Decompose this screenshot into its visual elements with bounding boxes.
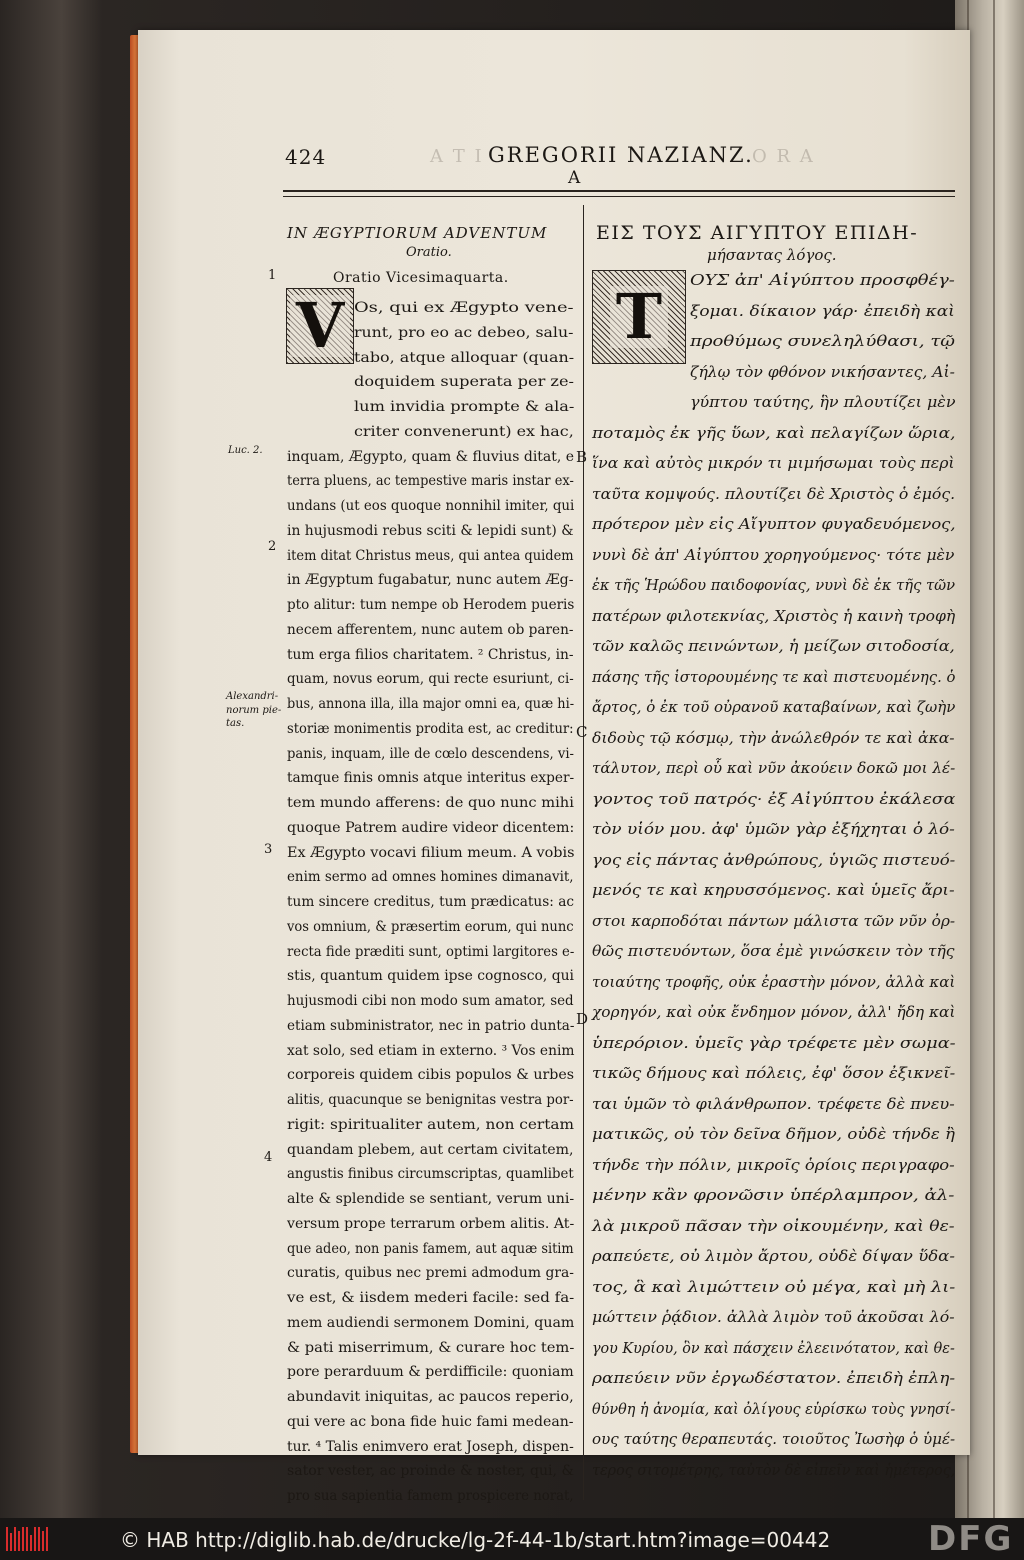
latin-text-line: angustis finibus circumscriptas, quamlibet	[287, 1166, 574, 1183]
latin-text-line: ve est, & iisdem mederi facile: sed fa-	[287, 1290, 575, 1306]
greek-title: ΕΙΣ ΤΟΥΣ ΑΙΓΥΠΤΟΥ ΕΠΙΔΗ-	[596, 222, 919, 244]
latin-text-line: inquam, Ægypto, quam & fluvius ditat, e	[287, 448, 575, 465]
greek-text-line: ραπεύετε, οὐ λιμὸν ἄρτου, οὐδὲ δίψαν ὕδα-	[592, 1248, 955, 1265]
latin-text-line: xat solo, sed etiam in externo. ³ Vos enim	[287, 1042, 575, 1059]
greek-text-line: προθύμως συνεληλύθασι, τῷ	[690, 333, 956, 350]
margin-note-luke: Luc. 2.	[228, 445, 263, 456]
latin-text-line: curatis, quibus nec premi admodum gra-	[287, 1265, 574, 1282]
greek-text-line: διδοὺς τῷ κόσμῳ, τὴν ἀνώλεθρόν τε καὶ ἀκα-	[592, 729, 955, 747]
latin-decorated-initial	[286, 288, 354, 364]
latin-text-line: versum prope terrarum orbem alitis. At-	[287, 1215, 575, 1232]
latin-text-line: storiæ monimentis prodita est, ac creditur:	[287, 720, 574, 737]
latin-text-line: sator vester, ac proinde & noster, qui, &	[287, 1463, 575, 1480]
latin-text-line: tabo, atque alloquar (quan-	[354, 349, 575, 366]
header-rule	[283, 190, 955, 192]
latin-text-line: undans (ut eos quoque nonnihil imiter, qui	[287, 498, 575, 514]
latin-text-line: Ex Ægypto vocavi filium meum. A vobis	[287, 844, 575, 861]
greek-text-line: θῶς πιστευόντων, ὅσα ἐμὲ γινώσκειν τὸν τῆς	[592, 943, 955, 960]
greek-text-line: ὑπερόριον. ὑμεῖς γὰρ τρέφετε μὲν σωμα-	[592, 1034, 956, 1052]
greek-text-line: στοι καρποδόται πάντων μάλιστα τῶν νῦν ὀρ-	[592, 912, 956, 930]
latin-text-line: alitis, quacunque se benignitas vestra por-	[287, 1092, 574, 1108]
latin-text-line: criter convenerunt) ex hac,	[354, 423, 574, 440]
greek-text-line: πάσης τῆς ἱστορουμένης τε καὶ πιστευομένης. ὁ	[592, 668, 956, 686]
margin-note-alexandrians: Alexandri-norum pie-tas.	[226, 691, 282, 729]
greek-text-line: ἄρτος, ὁ ἐκ τοῦ οὐρανοῦ καταβαίνων, καὶ ζωὴν	[592, 699, 956, 716]
latin-text-line: alte & splendide se sentiant, verum uni-	[287, 1191, 575, 1207]
latin-text-line: terra pluens, ac tempestive maris instar ex-	[287, 473, 574, 490]
latin-text-line: item ditat Christus meus, qui antea quidem	[287, 547, 574, 564]
latin-text-line: tum sincere creditus, tum prædicatus: ac	[287, 894, 575, 910]
latin-text-line: recta fide præditi sunt, optimi largitores e-	[287, 943, 575, 960]
latin-text-line: tamque finis omnis atque interitus exper-	[287, 770, 575, 787]
greek-text-line: ραπεύειν νῦν ἐργωδέστατον. ἐπειδὴ ἐπλη-	[592, 1370, 956, 1387]
latin-text-line: necem afferentem, nunc autem ob paren-	[287, 621, 574, 638]
latin-text-line: pore perarduum & perdifficile: quoniam	[287, 1364, 574, 1381]
margin-number: 3	[264, 842, 273, 857]
latin-text-line: Os, qui ex Ægypto vene-	[354, 300, 574, 316]
latin-text-line: enim sermo ad omnes homines dimanavit,	[287, 869, 574, 886]
greek-text-line: θύνθη ἡ ἀνομία, καὶ ὀλίγους εὑρίσκω τοὺς γνησί-	[592, 1400, 956, 1418]
greek-text-line: λὰ μικροῦ πᾶσαν τὴν οἰκουμένην, καὶ θε-	[592, 1217, 955, 1235]
latin-text-line: qui vere ac bona fide huic fami medean-	[287, 1413, 574, 1430]
latin-text-line: corporeis quidem cibis populos & urbes	[287, 1067, 575, 1084]
greek-text-line: ταῦτα κομψούς. πλουτίζει δὲ Χριστὸς ὁ ἐμός.	[592, 485, 956, 503]
latin-oratio-heading: Oratio Vicesimaquarta.	[333, 270, 509, 286]
greek-text-line: ποταμὸς ἐκ γῆς ὕων, καὶ πελαγίζων ὥρια,	[592, 424, 956, 442]
latin-text-line: & pati miserrimum, & curare hoc tem-	[287, 1339, 575, 1356]
header-rule-thin	[283, 196, 955, 197]
column-divider	[583, 205, 584, 1500]
latin-text-line: quam, novus eorum, qui recte esuriunt, ci-	[287, 671, 574, 688]
latin-text-line: rigit: spiritualiter autem, non certam	[287, 1116, 575, 1133]
library-barcode-logo	[6, 1527, 51, 1551]
greek-text-line: γοντος τοῦ πατρός· ἐξ Αἰγύπτου ἐκάλεσα	[592, 790, 956, 808]
greek-decorated-initial	[592, 270, 686, 364]
latin-text-line: tum erga filios charitatem. ² Christus, in-	[287, 646, 574, 663]
latin-text-line: runt, pro eo ac debeo, salu-	[354, 324, 574, 341]
greek-text-line: τικῶς δήμους καὶ πόλεις, ἐφ' ὅσον ἐξικνεῖ-	[592, 1065, 956, 1082]
section-letter-d: D	[576, 1010, 589, 1028]
latin-text-line: tem mundo afferens: de quo nunc mihi	[287, 795, 574, 811]
greek-text-line: ζήλῳ τὸν φθόνον νικήσαντες, Αἰ-	[690, 363, 955, 381]
margin-number: 1	[268, 268, 277, 283]
latin-text-line: mem audiendi sermonem Domini, quam	[287, 1314, 575, 1331]
latin-subtitle: Oratio.	[406, 245, 452, 260]
latin-text-line: pro sua sapientia famem prospicere norat,	[287, 1488, 574, 1504]
latin-text-line: in Ægyptum fugabatur, nunc autem Æg-	[287, 572, 574, 589]
bleed-through-text: A T I	[430, 146, 484, 167]
bleed-through-text: O R A	[752, 146, 815, 167]
greek-text-line: τερος σιτομέτρης, ταὐτὸν δὲ εἰπεῖν καὶ ἡμέτερος,	[592, 1461, 956, 1479]
latin-text-line: bus, annona illa, illa major omni ea, quæ hi-	[287, 696, 575, 712]
latin-text-line: quandam plebem, aut certam civitatem,	[287, 1141, 574, 1158]
latin-text-line: lum invidia prompte & ala-	[354, 399, 575, 415]
latin-text-line: stis, quantum quidem ipse cognosco, qui	[287, 968, 574, 985]
latin-text-line: tur. ⁴ Talis enimvero erat Joseph, dispen-	[287, 1438, 574, 1455]
greek-text-line: ται ὑμῶν τὸ φιλάνθρωπον. τρέφετε δὲ πνευ-	[592, 1095, 955, 1113]
greek-text-line: μώττειν ῥᾴδιον. ἀλλὰ λιμὸν τοῦ ἀκοῦσαι λό-	[592, 1309, 955, 1326]
greek-text-line: μενός τε καὶ κηρυσσόμενος. καὶ ὑμεῖς ἄρι-	[592, 882, 955, 899]
greek-text-line: ξομαι. δίκαιον γάρ· ἐπειδὴ καὶ	[690, 302, 955, 320]
greek-text-line: τὸν υἱόν μου. ἀφ' ὑμῶν γὰρ ἐξήχηται ὁ λό-	[592, 821, 955, 838]
header-section-letter: A	[568, 168, 581, 188]
greek-text-line: τάλυτον, περὶ οὗ καὶ νῦν ἀκούειν δοκῶ μοι λέ-	[592, 760, 956, 777]
greek-text-line: τῶν καλῶς πεινώντων, ἡ μείζων σιτοδοσία,	[592, 638, 955, 655]
latin-text-line: que adeo, non panis famem, aut aquæ sitim	[287, 1240, 574, 1257]
latin-text-line: pto alitur: tum nempe ob Herodem pueris	[287, 597, 575, 613]
greek-text-line: ους ταύτης θεραπευτάς. τοιοῦτος Ἰωσὴφ ὁ ὑμέ-	[592, 1431, 956, 1448]
footer-copyright-url[interactable]: © HAB http://diglib.hab.de/drucke/lg-2f-44-1b/start.htm?image=00442	[120, 1528, 831, 1552]
section-letter-c: C	[576, 723, 588, 741]
running-title: GREGORII NAZIANZ.	[488, 143, 754, 167]
greek-text-line: νυνὶ δὲ ἀπ' Αἰγύπτου χορηγούμενος· τότε μὲν	[592, 546, 955, 564]
greek-text-line: γου Κυρίου, ὃν καὶ πάσχειν ἐλεεινότατον, καὶ θε-	[592, 1339, 955, 1357]
page-edge-line	[993, 0, 995, 1518]
latin-text-line: doquidem superata per ze-	[354, 374, 574, 391]
greek-text-line: γος εἰς πάντας ἀνθρώπους, ὑγιῶς πιστευό-	[592, 851, 956, 869]
latin-text-line: vos omnium, & præsertim eorum, qui nunc	[287, 918, 574, 935]
greek-text-line: τοιαύτης τροφῆς, οὐκ ἐραστὴν μόνον, ἀλλὰ καὶ	[592, 973, 956, 991]
greek-text-line: πατέρων φιλοτεκνίας, Χριστὸς ἡ καινὴ τροφὴ	[592, 607, 956, 625]
margin-number: 4	[264, 1150, 273, 1165]
latin-title: IN ÆGYPTIORUM ADVENTUM	[287, 224, 548, 242]
latin-text-line: etiam subministrator, nec in patrio dunta-	[287, 1017, 575, 1034]
greek-text-line: τος, ἃ καὶ λιμώττειν οὐ μέγα, καὶ μὴ λι-	[592, 1278, 956, 1296]
greek-initial-letter: Τ	[610, 286, 668, 348]
latin-text-line: panis, inquam, ille de cœlo descendens, vi-	[287, 745, 574, 762]
dfg-logo: DFG	[928, 1519, 1014, 1559]
greek-subtitle: μήσαντας λόγος.	[707, 246, 837, 264]
greek-text-line: ἵνα καὶ αὐτὸς μικρόν τι μιμήσωμαι τοὺς περὶ	[592, 455, 955, 472]
margin-number: 2	[268, 539, 277, 554]
greek-text-line: πρότερον μὲν εἰς Αἴγυπτον φυγαδευόμενος,	[592, 516, 956, 533]
greek-text-line: ΟΥΣ ἀπ' Αἰγύπτου προσφθέγ-	[690, 272, 955, 289]
latin-initial-letter: V	[290, 295, 350, 357]
greek-text-line: χορηγόν, καὶ οὐκ ἔνδημον μόνον, ἀλλ' ἤδη καὶ	[592, 1004, 956, 1021]
greek-text-line: μένην κἂν φρονῶσιν ὑπέρλαμπρον, ἀλ-	[592, 1187, 955, 1204]
page-number: 424	[285, 145, 327, 169]
greek-text-line: ἐκ τῆς Ἡρώδου παιδοφονίας, νυνὶ δὲ ἐκ τῆς τῶν	[592, 577, 956, 594]
latin-text-line: abundavit iniquitas, ac paucos reperio,	[287, 1389, 574, 1405]
latin-text-line: in hujusmodi rebus sciti & lepidi sunt) &	[287, 522, 574, 539]
latin-text-line: quoque Patrem audire videor dicentem:	[287, 819, 575, 836]
greek-text-line: γύπτου ταύτης, ἣν πλουτίζει μὲν	[690, 394, 956, 411]
latin-text-line: hujusmodi cibi non modo sum amator, sed	[287, 993, 574, 1009]
greek-text-line: τήνδε τὴν πόλιν, μικροῖς ὁρίοις περιγραφο-	[592, 1156, 955, 1174]
section-letter-b: B	[576, 448, 588, 466]
greek-text-line: ματικῶς, οὐ τὸν δεῖνα δῆμον, οὐδὲ τήνδε ἢ	[592, 1126, 955, 1143]
